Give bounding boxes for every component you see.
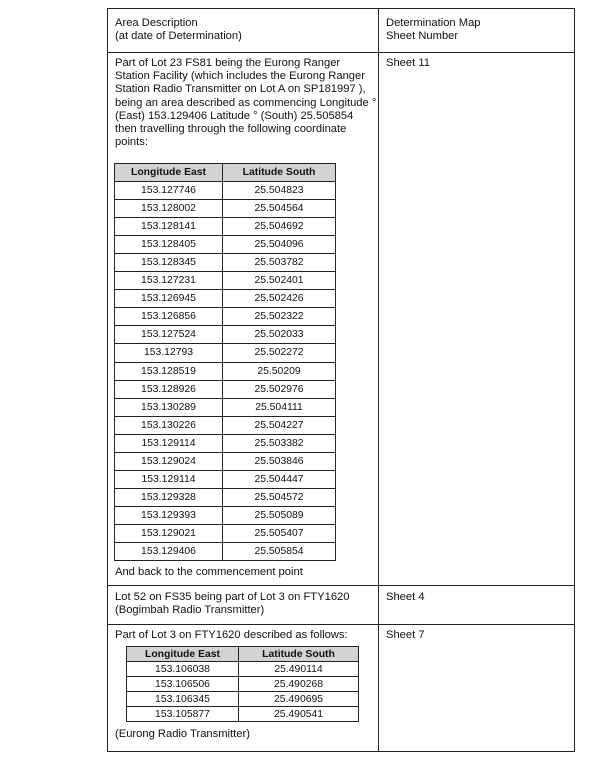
table-row <box>115 398 336 416</box>
table-row <box>115 416 336 434</box>
longitude-cell: 153.127231 <box>115 272 223 290</box>
table-row <box>115 272 336 290</box>
latitude-cell: 25.502401 <box>223 272 336 290</box>
longitude-cell: 153.127746 <box>115 182 223 200</box>
latitude-cell: 25.504111 <box>223 398 336 416</box>
latitude-cell: 25.505407 <box>223 524 336 542</box>
table-row <box>115 308 336 326</box>
table-row <box>127 662 359 677</box>
coordinate-table-1 <box>114 163 336 561</box>
latitude-cell: 25.490541 <box>239 707 359 722</box>
table-row <box>127 677 359 692</box>
latitude-cell: 25.504564 <box>223 200 336 218</box>
longitude-cell: 153.129328 <box>115 488 223 506</box>
table-row <box>115 542 336 560</box>
column-header-latitude: Latitude South <box>223 164 336 182</box>
longitude-cell: 153.128519 <box>115 362 223 380</box>
latitude-cell: 25.503782 <box>223 254 336 272</box>
row-divider <box>107 585 575 586</box>
longitude-cell: 153.129114 <box>115 470 223 488</box>
table-row <box>115 380 336 398</box>
longitude-cell: 153.128141 <box>115 218 223 236</box>
column-header-longitude: Longitude East <box>127 647 239 662</box>
longitude-cell: 153.126856 <box>115 308 223 326</box>
table-row <box>115 236 336 254</box>
row1-footer: And back to the commencement point <box>115 566 303 578</box>
longitude-cell: 153.129114 <box>115 434 223 452</box>
latitude-cell: 25.505854 <box>223 542 336 560</box>
row2-sheet: Sheet 4 <box>386 591 425 603</box>
longitude-cell: 153.129393 <box>115 506 223 524</box>
table-row <box>115 218 336 236</box>
header-map-sheet: Determination Map Sheet Number <box>386 17 481 43</box>
latitude-cell: 25.504447 <box>223 470 336 488</box>
table-row <box>115 488 336 506</box>
longitude-cell: 153.130226 <box>115 416 223 434</box>
header-divider <box>107 52 575 53</box>
table-row <box>115 182 336 200</box>
row3-sheet: Sheet 7 <box>386 629 425 641</box>
longitude-cell: 153.128405 <box>115 236 223 254</box>
longitude-cell: 153.129024 <box>115 452 223 470</box>
table-row <box>127 707 359 722</box>
row1-sheet: Sheet 11 <box>386 57 430 69</box>
coordinate-table-2 <box>126 646 359 722</box>
longitude-cell: 153.106345 <box>127 692 239 707</box>
row3-description: Part of Lot 3 on FTY1620 described as follows: <box>115 629 348 641</box>
latitude-cell: 25.503846 <box>223 452 336 470</box>
table-header-row <box>115 164 336 182</box>
table-row <box>115 470 336 488</box>
table-row <box>115 200 336 218</box>
latitude-cell: 25.502426 <box>223 290 336 308</box>
table-row <box>115 524 336 542</box>
longitude-cell: 153.126945 <box>115 290 223 308</box>
latitude-cell: 25.490268 <box>239 677 359 692</box>
table-row <box>115 452 336 470</box>
longitude-cell: 153.105877 <box>127 707 239 722</box>
column-header-latitude: Latitude South <box>239 647 359 662</box>
row-divider <box>107 624 575 625</box>
latitude-cell: 25.502322 <box>223 308 336 326</box>
latitude-cell: 25.502033 <box>223 326 336 344</box>
table-row <box>115 362 336 380</box>
latitude-cell: 25.502976 <box>223 380 336 398</box>
row3-footer: (Eurong Radio Transmitter) <box>115 728 250 740</box>
longitude-cell: 153.127524 <box>115 326 223 344</box>
longitude-cell: 153.129021 <box>115 524 223 542</box>
column-header-longitude: Longitude East <box>115 164 223 182</box>
table-row <box>115 434 336 452</box>
table-row <box>115 344 336 362</box>
latitude-cell: 25.490695 <box>239 692 359 707</box>
table-header-row <box>127 647 359 662</box>
longitude-cell: 153.106506 <box>127 677 239 692</box>
column-divider <box>378 8 379 752</box>
table-row <box>115 326 336 344</box>
latitude-cell: 25.504823 <box>223 182 336 200</box>
longitude-cell: 153.128345 <box>115 254 223 272</box>
table-row <box>115 290 336 308</box>
table-row <box>115 254 336 272</box>
latitude-cell: 25.505089 <box>223 506 336 524</box>
latitude-cell: 25.50209 <box>223 362 336 380</box>
row1-description: Part of Lot 23 FS81 being the Eurong Ranger Station Facility (which includes the Eurong Ranger Station Radio Transmitter on Lot A on SP181997 ), being an area described as commencing Longitude ° (East) 153.129406 Latitude ° (South) 25.505854 then travelling through the following coordinate points: <box>115 57 377 149</box>
longitude-cell: 153.129406 <box>115 542 223 560</box>
latitude-cell: 25.504692 <box>223 218 336 236</box>
longitude-cell: 153.130289 <box>115 398 223 416</box>
longitude-cell: 153.128002 <box>115 200 223 218</box>
row2-description: Lot 52 on FS35 being part of Lot 3 on FTY1620 (Bogimbah Radio Transmitter) <box>115 591 350 617</box>
latitude-cell: 25.490114 <box>239 662 359 677</box>
longitude-cell: 153.12793 <box>115 344 223 362</box>
latitude-cell: 25.503382 <box>223 434 336 452</box>
table-row <box>127 692 359 707</box>
latitude-cell: 25.504572 <box>223 488 336 506</box>
latitude-cell: 25.504227 <box>223 416 336 434</box>
latitude-cell: 25.502272 <box>223 344 336 362</box>
latitude-cell: 25.504096 <box>223 236 336 254</box>
header-area-description: Area Description (at date of Determination) <box>115 17 242 43</box>
longitude-cell: 153.128926 <box>115 380 223 398</box>
table-row <box>115 506 336 524</box>
longitude-cell: 153.106038 <box>127 662 239 677</box>
